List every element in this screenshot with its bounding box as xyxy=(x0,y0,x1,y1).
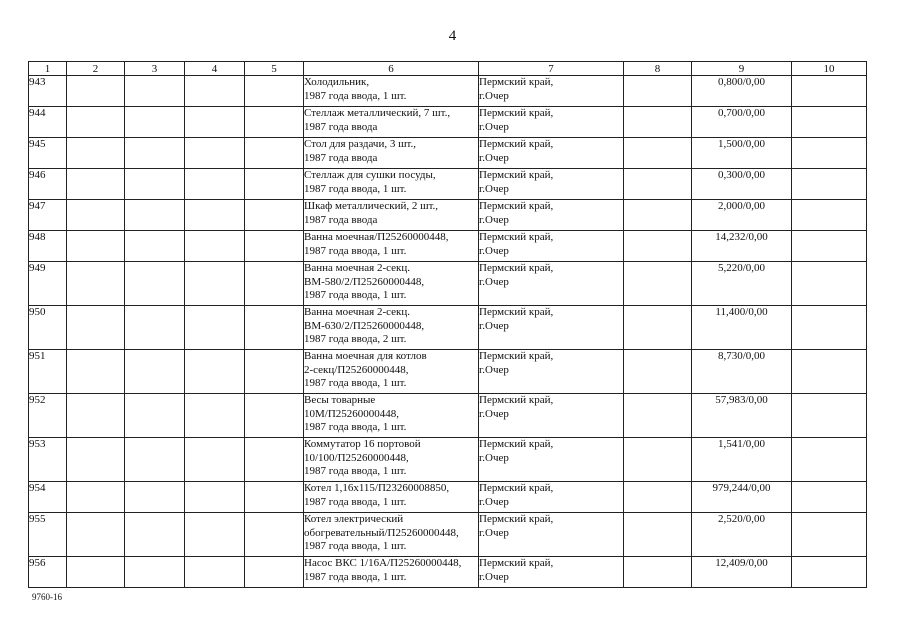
location-line: Пермский край, xyxy=(479,482,554,494)
location-line: г.Очер xyxy=(479,363,509,376)
description-cell xyxy=(304,200,479,231)
empty-cell xyxy=(67,394,125,438)
empty-cell xyxy=(792,350,867,394)
empty-cell xyxy=(245,306,304,350)
location-line: г.Очер xyxy=(479,570,509,583)
empty-cell xyxy=(792,138,867,169)
empty-cell xyxy=(125,513,185,557)
table-row xyxy=(29,76,867,107)
empty-cell xyxy=(792,200,867,231)
location-cell xyxy=(479,513,624,557)
empty-cell xyxy=(125,306,185,350)
table-row xyxy=(29,482,867,513)
column-header: 4 xyxy=(185,62,245,76)
empty-cell xyxy=(185,138,245,169)
empty-cell xyxy=(67,482,125,513)
empty-cell xyxy=(624,76,692,107)
table-row xyxy=(29,200,867,231)
value-cell: 0,300/0,00 xyxy=(692,169,792,200)
empty-cell xyxy=(125,231,185,262)
empty-cell xyxy=(125,262,185,306)
description-line: Ванна моечная для котлов xyxy=(304,350,427,362)
location-cell xyxy=(479,557,624,588)
empty-cell xyxy=(125,438,185,482)
table-row xyxy=(29,169,867,200)
empty-cell xyxy=(245,482,304,513)
empty-cell xyxy=(67,76,125,107)
description-line: 1987 года ввода xyxy=(304,151,378,164)
description-line: Коммутатор 16 портовой xyxy=(304,438,421,450)
description-line: 1987 года ввода xyxy=(304,213,378,226)
empty-cell xyxy=(67,557,125,588)
empty-cell xyxy=(67,306,125,350)
table-row xyxy=(29,138,867,169)
empty-cell xyxy=(125,169,185,200)
empty-cell xyxy=(624,513,692,557)
value-cell: 5,220/0,00 xyxy=(692,262,792,306)
empty-cell xyxy=(185,107,245,138)
value-cell: 11,400/0,00 xyxy=(692,306,792,350)
description-line: 1987 года ввода, 1 шт. xyxy=(304,465,407,477)
row-number-cell: 945 xyxy=(29,138,67,169)
description-cell xyxy=(304,513,479,557)
empty-cell xyxy=(125,200,185,231)
empty-cell xyxy=(125,350,185,394)
table-row xyxy=(29,306,867,350)
location-line: Пермский край, xyxy=(479,306,554,318)
location-cell xyxy=(479,482,624,513)
table-row xyxy=(29,262,867,306)
location-cell xyxy=(479,200,624,231)
empty-cell xyxy=(624,306,692,350)
location-line: Пермский край, xyxy=(479,107,554,119)
location-cell xyxy=(479,262,624,306)
empty-cell xyxy=(624,231,692,262)
location-line: г.Очер xyxy=(479,244,509,257)
empty-cell xyxy=(624,557,692,588)
location-cell xyxy=(479,107,624,138)
column-number-header-row xyxy=(29,62,867,76)
value-cell: 0,700/0,00 xyxy=(692,107,792,138)
description-cell xyxy=(304,138,479,169)
empty-cell xyxy=(185,169,245,200)
description-line: 10М/П25260000448, xyxy=(304,407,400,420)
column-header: 3 xyxy=(125,62,185,76)
description-cell xyxy=(304,557,479,588)
empty-cell xyxy=(185,557,245,588)
location-line: г.Очер xyxy=(479,407,509,420)
location-line: Пермский край, xyxy=(479,262,554,274)
empty-cell xyxy=(245,107,304,138)
description-line: Ванна моечная/П25260000448, xyxy=(304,231,449,243)
location-line: г.Очер xyxy=(479,182,509,195)
empty-cell xyxy=(624,482,692,513)
location-line: Пермский край, xyxy=(479,513,554,525)
empty-cell xyxy=(624,138,692,169)
row-number-cell: 956 xyxy=(29,557,67,588)
location-line: Пермский край, xyxy=(479,557,554,569)
description-line: 1987 года ввода, 2 шт. xyxy=(304,333,407,345)
description-cell xyxy=(304,394,479,438)
location-line: г.Очер xyxy=(479,451,509,464)
empty-cell xyxy=(185,394,245,438)
empty-cell xyxy=(624,169,692,200)
description-cell xyxy=(304,76,479,107)
row-number-cell: 950 xyxy=(29,306,67,350)
row-number-cell: 944 xyxy=(29,107,67,138)
description-line: 1987 года ввода xyxy=(304,120,378,133)
empty-cell xyxy=(125,76,185,107)
description-cell xyxy=(304,231,479,262)
location-line: г.Очер xyxy=(479,89,509,102)
empty-cell xyxy=(245,394,304,438)
description-line: 2-секц/П25260000448, xyxy=(304,363,409,376)
description-line: Стеллаж металлический, 7 шт., xyxy=(304,107,451,119)
empty-cell xyxy=(792,262,867,306)
empty-cell xyxy=(792,306,867,350)
column-header: 1 xyxy=(29,62,67,76)
empty-cell xyxy=(245,200,304,231)
value-cell: 1,500/0,00 xyxy=(692,138,792,169)
page-number: 4 xyxy=(448,28,457,44)
empty-cell xyxy=(67,231,125,262)
table-row xyxy=(29,438,867,482)
description-line: 1987 года ввода, 1 шт. xyxy=(304,289,407,301)
empty-cell xyxy=(792,482,867,513)
row-number-cell: 952 xyxy=(29,394,67,438)
empty-cell xyxy=(792,231,867,262)
location-line: Пермский край, xyxy=(479,169,554,181)
property-registry-table xyxy=(28,61,867,588)
row-number-cell: 946 xyxy=(29,169,67,200)
empty-cell xyxy=(245,231,304,262)
empty-cell xyxy=(624,262,692,306)
description-line: 1987 года ввода, 1 шт. xyxy=(304,377,407,389)
empty-cell xyxy=(67,138,125,169)
description-line: 1987 года ввода, 1 шт. xyxy=(304,89,407,102)
table-row xyxy=(29,231,867,262)
column-header: 9 xyxy=(692,62,792,76)
empty-cell xyxy=(185,200,245,231)
empty-cell xyxy=(245,557,304,588)
column-header: 5 xyxy=(245,62,304,76)
description-line: Стол для раздачи, 3 шт., xyxy=(304,138,417,150)
empty-cell xyxy=(67,169,125,200)
empty-cell xyxy=(67,200,125,231)
empty-cell xyxy=(125,482,185,513)
table-row xyxy=(29,350,867,394)
description-line: ВМ-630/2/П25260000448, xyxy=(304,319,425,332)
location-line: Пермский край, xyxy=(479,438,554,450)
empty-cell xyxy=(792,438,867,482)
location-cell xyxy=(479,169,624,200)
location-line: г.Очер xyxy=(479,213,509,226)
value-cell: 979,244/0,00 xyxy=(692,482,792,513)
location-cell xyxy=(479,350,624,394)
empty-cell xyxy=(245,76,304,107)
column-header: 2 xyxy=(67,62,125,76)
empty-cell xyxy=(185,262,245,306)
empty-cell xyxy=(125,394,185,438)
location-cell xyxy=(479,394,624,438)
description-line: Холодильник, xyxy=(304,76,370,88)
value-cell: 8,730/0,00 xyxy=(692,350,792,394)
empty-cell xyxy=(792,107,867,138)
value-cell: 12,409/0,00 xyxy=(692,557,792,588)
column-header: 8 xyxy=(624,62,692,76)
empty-cell xyxy=(245,169,304,200)
value-cell: 1,541/0,00 xyxy=(692,438,792,482)
value-cell: 57,983/0,00 xyxy=(692,394,792,438)
description-line: 1987 года ввода, 1 шт. xyxy=(304,570,407,583)
location-cell xyxy=(479,231,624,262)
column-header: 6 xyxy=(304,62,479,76)
table-row xyxy=(29,513,867,557)
location-line: Пермский край, xyxy=(479,231,554,243)
row-number-cell: 953 xyxy=(29,438,67,482)
value-cell: 2,520/0,00 xyxy=(692,513,792,557)
description-cell xyxy=(304,107,479,138)
empty-cell xyxy=(185,350,245,394)
empty-cell xyxy=(624,200,692,231)
description-line: 10/100/П25260000448, xyxy=(304,451,409,464)
location-cell xyxy=(479,76,624,107)
description-cell xyxy=(304,482,479,513)
empty-cell xyxy=(125,138,185,169)
description-line: Шкаф металлический, 2 шт., xyxy=(304,200,439,212)
empty-cell xyxy=(67,350,125,394)
footer-code: 9760-16 xyxy=(32,592,62,602)
empty-cell xyxy=(792,394,867,438)
empty-cell xyxy=(792,513,867,557)
location-cell xyxy=(479,138,624,169)
description-cell xyxy=(304,169,479,200)
empty-cell xyxy=(67,107,125,138)
description-line: Стеллаж для сушки посуды, xyxy=(304,169,436,181)
location-line: г.Очер xyxy=(479,319,509,332)
column-header: 7 xyxy=(479,62,624,76)
empty-cell xyxy=(624,394,692,438)
row-number-cell: 955 xyxy=(29,513,67,557)
description-cell xyxy=(304,438,479,482)
value-cell: 14,232/0,00 xyxy=(692,231,792,262)
location-cell xyxy=(479,438,624,482)
table-row xyxy=(29,394,867,438)
empty-cell xyxy=(67,513,125,557)
table-row xyxy=(29,107,867,138)
empty-cell xyxy=(792,169,867,200)
row-number-cell: 947 xyxy=(29,200,67,231)
location-line: г.Очер xyxy=(479,495,509,508)
description-cell xyxy=(304,306,479,350)
description-line: Котел электрический xyxy=(304,513,404,525)
empty-cell xyxy=(185,76,245,107)
description-cell xyxy=(304,262,479,306)
empty-cell xyxy=(792,76,867,107)
empty-cell xyxy=(67,262,125,306)
description-line: 1987 года ввода, 1 шт. xyxy=(304,182,407,195)
description-line: Насос ВКС 1/16А/П25260000448, xyxy=(304,557,462,569)
description-line: 1987 года ввода, 1 шт. xyxy=(304,540,407,552)
empty-cell xyxy=(245,350,304,394)
location-line: Пермский край, xyxy=(479,138,554,150)
empty-cell xyxy=(125,107,185,138)
location-line: г.Очер xyxy=(479,120,509,133)
empty-cell xyxy=(185,306,245,350)
empty-cell xyxy=(185,482,245,513)
location-cell xyxy=(479,306,624,350)
value-cell: 2,000/0,00 xyxy=(692,200,792,231)
empty-cell xyxy=(245,262,304,306)
table-row xyxy=(29,557,867,588)
description-line: Весы товарные xyxy=(304,394,376,406)
description-line: Котел 1,16х115/П23260008850, xyxy=(304,482,450,494)
description-line: 1987 года ввода, 1 шт. xyxy=(304,244,407,257)
empty-cell xyxy=(624,438,692,482)
location-line: Пермский край, xyxy=(479,394,554,406)
row-number-cell: 948 xyxy=(29,231,67,262)
description-cell xyxy=(304,350,479,394)
row-number-cell: 954 xyxy=(29,482,67,513)
empty-cell xyxy=(67,438,125,482)
empty-cell xyxy=(245,138,304,169)
empty-cell xyxy=(125,557,185,588)
empty-cell xyxy=(792,557,867,588)
empty-cell xyxy=(245,438,304,482)
description-line: ВМ-580/2/П25260000448, xyxy=(304,275,425,288)
row-number-cell: 943 xyxy=(29,76,67,107)
description-line: Ванна моечная 2-секц. xyxy=(304,306,410,318)
empty-cell xyxy=(624,107,692,138)
description-line: 1987 года ввода, 1 шт. xyxy=(304,421,407,433)
description-line: Ванна моечная 2-секц. xyxy=(304,262,410,274)
location-line: Пермский край, xyxy=(479,76,554,88)
empty-cell xyxy=(624,350,692,394)
description-line: 1987 года ввода, 1 шт. xyxy=(304,495,407,508)
empty-cell xyxy=(185,231,245,262)
empty-cell xyxy=(185,438,245,482)
column-header: 10 xyxy=(792,62,867,76)
location-line: Пермский край, xyxy=(479,350,554,362)
value-cell: 0,800/0,00 xyxy=(692,76,792,107)
row-number-cell: 951 xyxy=(29,350,67,394)
empty-cell xyxy=(245,513,304,557)
location-line: г.Очер xyxy=(479,275,509,288)
row-number-cell: 949 xyxy=(29,262,67,306)
location-line: г.Очер xyxy=(479,151,509,164)
empty-cell xyxy=(185,513,245,557)
location-line: Пермский край, xyxy=(479,200,554,212)
description-line: обогревательный/П25260000448, xyxy=(304,526,459,539)
location-line: г.Очер xyxy=(479,526,509,539)
